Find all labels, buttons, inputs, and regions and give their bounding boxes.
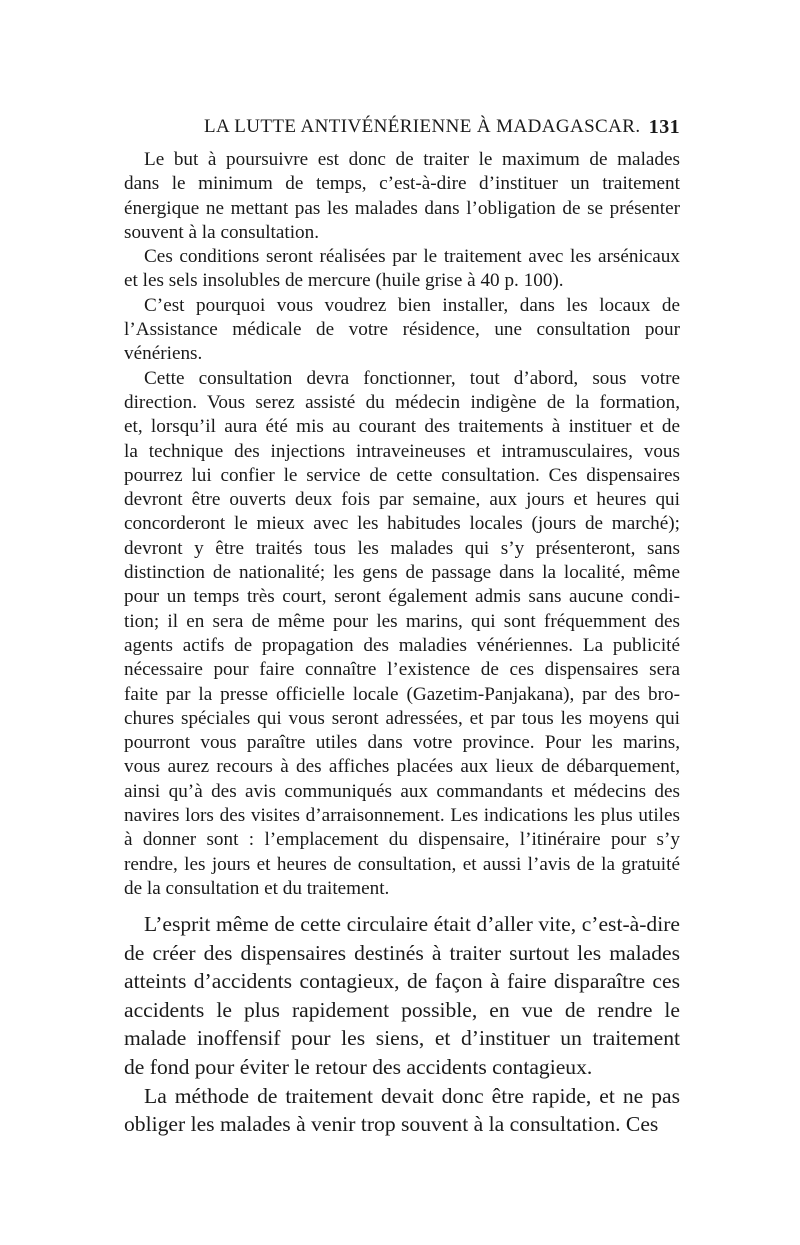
text-line: énergique ne mettant pas les malades dans l’obligation de se présenter: [124, 197, 680, 219]
text-line: nécessaire pour faire connaître l’existence de ces dispensaires sera: [124, 659, 680, 681]
running-head: [124, 116, 680, 146]
text-line: devront être ouverts deux fois par semaine, aux jours et heures qui: [124, 489, 680, 511]
paragraph: [124, 1082, 680, 1139]
text-line: de fond pour éviter le retour des accidents contagieux.: [124, 1054, 593, 1079]
paragraph: [124, 910, 680, 1082]
text-line: agents actifs de propagation des maladies vénériennes. La publicité: [124, 634, 680, 656]
page-number: 131: [648, 116, 680, 138]
text-line: ainsi qu’à des avis communiqués aux commandants et médecins des: [124, 780, 680, 802]
text-line: concorderont le mieux avec les habitudes locales (jours de marché);: [124, 513, 680, 535]
paragraph: [124, 245, 680, 294]
text-line: obliger les malades à venir trop souvent à la consultation. Ces: [124, 1112, 659, 1137]
paragraph: [124, 148, 680, 245]
text-line: direction. Vous serez assisté du médecin indigène de la formation,: [124, 391, 680, 413]
text-line: tion; il en sera de même pour les marins, qui sont fréquemment des: [124, 610, 680, 632]
text-line: vénériens.: [124, 343, 203, 365]
paragraph: [124, 294, 680, 367]
text-line: et, lorsqu’il aura été mis au courant des traitements à instituer et de: [124, 416, 680, 438]
text-line: vous aurez recours à des affiches placées aux lieux de débarquement,: [124, 756, 680, 778]
text-line: la technique des injections intraveineuses et intramusculaires, vous: [124, 440, 680, 462]
text-line: navires lors des visites d’arraisonnement. Les indications les plus utiles: [124, 805, 680, 827]
paragraph: [124, 367, 680, 902]
text-line: L’esprit même de cette circulaire était d’aller vite, c’est-à-dire: [144, 912, 680, 936]
text-line: C’est pourquoi vous voudrez bien installer, dans les locaux de: [144, 294, 680, 316]
text-line: rendre, les jours et heures de consultation, et aussi l’avis de la gratuité: [124, 853, 680, 875]
text-line: atteints d’accidents contagieux, de façon à faire disparaître ces: [124, 969, 680, 994]
text-line: faite par la presse officielle locale (Gazetim-Panjakana), par des bro-: [124, 683, 680, 705]
main-body-text: [124, 910, 680, 1139]
text-line: chures spéciales qui vous seront adressées, et par tous les moyens qui: [124, 707, 680, 729]
text-line: Ces conditions seront réalisées par le traitement avec les arsénicaux: [144, 246, 680, 268]
quoted-circular-text: [124, 148, 680, 901]
text-line: La méthode de traitement devait donc être rapide, et ne pas: [144, 1083, 680, 1108]
text-line: Cette consultation devra fonctionner, tout d’abord, sous votre: [144, 367, 680, 389]
text-line: à donner sont : l’emplacement du dispensaire, l’itinéraire pour s’y: [124, 829, 680, 851]
text-line: de créer des dispensaires destinés à traiter surtout les malades: [124, 940, 680, 965]
text-line: souvent à la consultation.: [124, 221, 320, 243]
text-line: pourront vous paraître utiles dans votre province. Pour les marins,: [124, 732, 680, 754]
text-line: malade inoffensif pour les siens, et d’instituer un traitement: [124, 1026, 680, 1051]
text-line: pourrez lui confier le service de cette consultation. Ces dispensaires: [124, 464, 680, 486]
text-line: Le but à poursuivre est donc de traiter le maximum de malades: [144, 149, 680, 170]
text-line: et les sels insolubles de mercure (huile grise à 40 p. 100).: [124, 270, 564, 292]
text-line: de la consultation et du traitement.: [124, 877, 390, 899]
text-line: l’Assistance médicale de votre résidence, une consultation pour: [124, 319, 680, 341]
text-line: distinction de nationalité; les gens de passage dans la localité, même: [124, 562, 680, 584]
running-title: LA LUTTE ANTIVÉNÉRIENNE À MADAGASCAR.: [204, 116, 641, 137]
text-line: pour un temps très court, seront également admis sans aucune condi-: [124, 586, 680, 608]
text-line: accidents le plus rapidement possible, en vue de rendre le: [124, 997, 680, 1022]
text-line: dans le minimum de temps, c’est-à-dire d’instituer un traitement: [124, 173, 680, 195]
text-line: devront y être traités tous les malades qui s’y présenteront, sans: [124, 537, 680, 559]
